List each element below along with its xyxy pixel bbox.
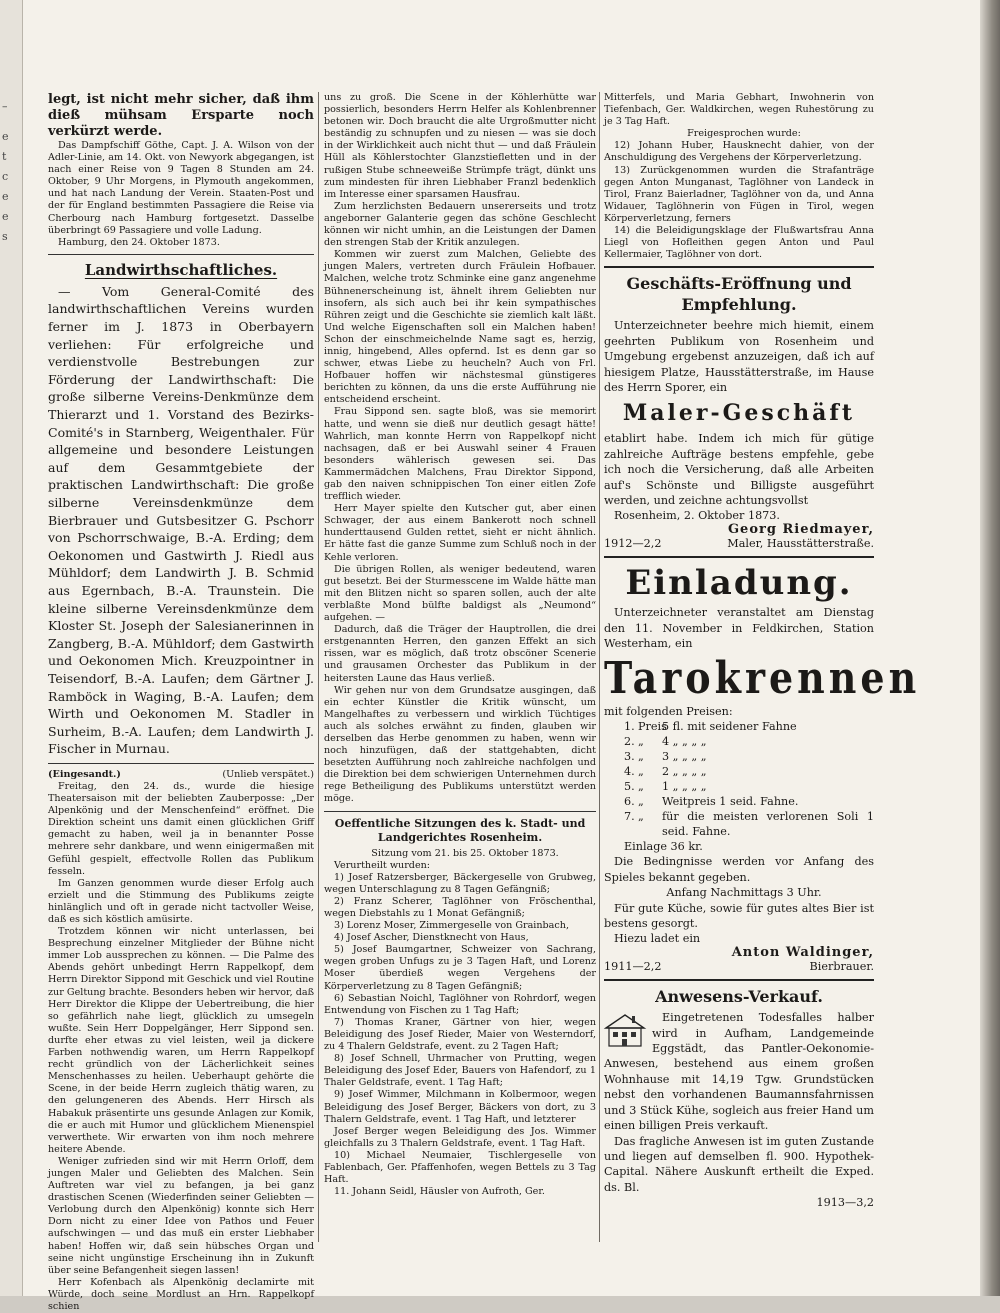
column-1 [48,92,314,1312]
margin-glyph: s [2,230,8,243]
ad-divider [604,556,874,558]
prize-row [604,794,874,809]
ad-headline: Tarokrennen [604,651,921,703]
prize-label: Preis [638,719,667,733]
review-cont-p6: Die übrigen Rollen, als weniger bedeutend, waren gut besetzt. Bei der Sturmesscene im Walde hätte man mit den Blitzen nicht so sparen sollen, auch der alte verblaßte Mond bülfte baldigst als „Neumond“ aufgehen. — [324,563,596,624]
court-cont-p4: 14) die Beleidigungsklage der Flußwartsfrau Anna Liegl von Hofleithen gegen Anton und Paul Kellermaier, Taglöhner von dort. [604,225,874,261]
court-item: 8) Josef Schnell, Uhrmacher von Prutting, wegen Beleidigung des Josef Eder, Bauers von Hafendorf, zu 1 Thaler Geldstrafe, event. 1 Tag Haft; [324,1053,596,1089]
eingesandt-note: (Unlieb verspätet.) [222,768,314,780]
ad-footer [604,959,874,974]
ad-title: Einladung. [625,563,853,604]
ad-text: Das fragliche Anwesen ist im guten Zustande und liegen auf demselben fl. 900. Hypothek-Capital. Nähere Auskunft ertheilt die Exped. ds. Bl. [604,1134,874,1194]
prize-text: 1 „ „ „ „ [662,779,707,793]
theater-review-p5: Herr Kofenbach als Alpenkönig declamirte mit Würde, doch seine Mordlust an Hrn. Rappelkopf schien [48,1276,314,1312]
margin-glyph: – [2,100,8,113]
ad-text: etablirt habe. Indem ich mich für gütige zahlreiche Aufträge bestens empfehle, gebe ich noch die Versicherung, daß alle Arbeiten auf's Schönste und Billigste ausgeführt werden, und zeichne achtungsvollst [604,432,874,507]
court-item: 3) Lorenz Moser, Zimmergeselle von Grainbach, [334,920,569,932]
ad-text: Für gute Küche, sowie für gutes altes Bier ist bestens gesorgt. [604,901,874,930]
court-item: 5) Josef Baumgartner, Schweizer von Sachrang, wegen groben Unfugs zu je 3 Tagen Haft, und Lorenz Moser überdieß wegen Vergehens der Körperverletzung zu 8 Tagen Gefängniß; [324,944,596,992]
review-cont-p3: Kommen wir zuerst zum Malchen, Geliebte des jungen Malers, vertreten durch Fräulein Hofbauer. Malchen, welche trotz Schminke eine ganz angenehme Bühnenerscheinung ist, ähnelt ihrem Geliebten nur insofern, als sich auch bei ihr kein sympathisches Rühren zeigt und die Geschichte sie ziemlich kalt läßt. Und welche Eigenschaften soll ein Malchen haben! Schon der einschmeichelnde Name sagt es, herzig, innig, hingebend, Alles opfernd. Ist es denn gar so schwer, etwas Liebe zu heucheln? Auch von Frl. Hofbauer hoffen wir nächstesmal günstigeres berichten zu können, da uns die erste Aufführung nie entscheidend erscheint. [324,249,596,406]
court-item: Josef Berger wegen Beleidigung des Jos. Wimmer gleichfalls zu 3 Thalern Geldstrafe, event. 1 Tag Haft. [324,1125,596,1149]
agriculture-article: — Vom General-Comité des landwirthschaftlichen Vereins wurden ferner im J. 1873 in Oberbayern verliehen: Für erfolgreiche und verdienstvolle Bestrebungen zur Förderung der Landwirthschaft: Die große silberne Vereins-Denkmünze dem Thierarzt und 1. Vorstand des Bezirks-Comité's in Starnberg, Weigenthaler. Für allgemeine und besondere Leistungen auf dem Gesammtgebiete der praktischen Landwirthschaft: Die große silberne Vereinsdenkmünze dem Bierbrauer und Gutsbesitzer G. Pschorr von Pschorrschwaige, B.-A. Erding; dem Oekonomen und Gastwirth J. Riedl aus Mühldorf; dem Landwirth J. B. Schmid aus Egernbach, B.-A. Traunstein. Die kleine silberne Vereinsdenkmünze dem Kloster St. Joseph der Salesianerinnen in Zangberg, B.-A. Mühldorf; dem Gastwirth und Oekonomen Mich. Kreuzpointner in Teisendorf, B.-A. Laufen; dem Gärtner J. Ramböck in Waging, B.-A. Laufen; dem Wirth und Oekonomen M. Stadler in Surheim, B.-A. Laufen; dem Landwirth J. Fischer in Murnau. [48,283,314,757]
review-cont-p5: Herr Mayer spielte den Kutscher gut, aber einen Schwager, der aus einem Bankerott noch schnell hunderttausend Gulden rettet, sieht er nicht ähnlich. Er hätte fast die ganze Summe zum Schluß noch in der Kehle verloren. [324,503,596,563]
margin-glyph: t [2,150,7,163]
eingesandt-header [48,769,314,781]
court-item: 4) Josef Ascher, Dienstknecht von Haus, [334,932,529,944]
prize-row [604,719,874,734]
ad-text: Unterzeichneter beehre mich hiemit, einem geehrten Publikum von Rosenheim und Umgebung ergebenst anzuzeigen, daß ich auf hiesigem Platze, Hausstätterstraße, im Hause des Herrn Sporer, ein [604,319,874,394]
prize-row [604,734,874,749]
ad-title: Anwesens-Verkauf. [655,987,823,1007]
prize-text: 3 „ „ „ „ [662,749,707,763]
prize-label: „ [638,764,644,778]
prize-label: „ [638,794,644,808]
court-item: 11. Johann Seidl, Häusler von Aufroth, Ger. [334,1186,545,1198]
margin-glyph: c [2,170,9,183]
court-item: 1) Josef Ratzersberger, Bäckergeselle von Grubweg, wegen Unterschlagung zu 8 Tagen Gefängniß; [324,871,596,895]
ad-divider [604,979,874,981]
ad-sub: Maler, Hausstätterstraße. [727,536,874,550]
divider [324,811,596,812]
ad-signature: Anton Waldinger, [731,944,874,960]
prize-number: 7. [624,809,635,823]
prize-text: 5 fl. mit seidener Fahne [662,719,797,733]
prize-label: „ [638,749,644,763]
prize-number: 2. [624,734,635,748]
section-heading-agriculture: Landwirthschaftliches. [84,260,278,279]
column-rule [318,92,319,1242]
ad-text: Die Bedingnisse werden vor Anfang des Spieles bekannt gegeben. [604,855,874,884]
court-cont-p3: 13) Zurückgenommen wurden die Strafanträge gegen Anton Munganast, Taglöhner von Landeck in Tirol, Franz Baierladner, Taglöhner von da, und Anna Widauer, Taglöhnerin von Fügen in Tirol, wegen Körperverletzung, ferners [604,164,874,224]
review-cont-p7: Dadurch, daß die Träger der Hauptrollen, die drei erstgenannten Herren, den ganzen Effekt an sich rissen, war es möglich, daß trotz obscöner Scenerie und grausamen Orchester das Publikum in der heitersten Laune das Haus verließ. [324,624,596,684]
theater-review-p1: Freitag, den 24. ds., wurde die hiesige Theatersaison mit der beliebten Zauberposse: „Der Alpenkönig und der Menschenfeind“ eröffnet. Die Direktion scheint uns damit einen glücklichen Griff gemacht zu haben, weil ja in benannter Posse mehrere sehr dankbare, und wenn einigermaßen mit Gefühl gespielt, effectvolle Rollen das Publikum fesseln. [48,780,314,877]
review-cont-p1: uns zu groß. Die Scene in der Köhlerhütte war possierlich, besonders Herrn Helfer als Kohlenbrenner betonen wir. Doch braucht die alte Urgroßmutter nicht beständig zu schnupfen und zu niesen — was sie doch in der Wirklichkeit auch nicht thut — und daß Fräulein Hüll als Köhlerstochter Glanzstiefletten und in der rußigen Stube schneeweiße Strümpfe trägt, dünkt uns zum mindesten für ihren Liebhaber Franzl bedenklich im Interesse einer sparsamen Hausfrau. [324,92,596,200]
court-session-date: Sitzung vom 21. bis 25. Oktober 1873. [371,847,559,859]
prize-label: „ [638,809,644,823]
ad-text: Unterzeichneter veranstaltet am Dienstag den 11. November in Feldkirchen, Station Westerham, ein [604,606,874,651]
margin-glyph: e [2,190,9,203]
ad-headline: Maler-Geschäft [622,400,856,427]
prize-number: 6. [624,794,635,808]
prize-text: für die meisten verlorenen Soli 1 seid. Fahne. [662,809,874,838]
lead-text: legt, ist nicht mehr sicher, daß ihm dieß mühsam Ersparte noch verkürzt werde. [48,92,314,139]
ad-start-time: Anfang Nachmittags 3 Uhr. [666,886,822,900]
prize-label: „ [638,734,644,748]
court-item: 10) Michael Neumaier, Tischlergeselle von Fablenbach, Ger. Pfaffenhofen, wegen Bettels zu 3 Tag Haft. [324,1149,596,1186]
review-cont-p4: Frau Sippond sen. sagte bloß, was sie memorirt hatte, und wenn sie dieß nur deutlich gesagt hätte! Wahrlich, man konnte Herrn von Rappelkopf nicht nachsagen, daß er bei Auswahl seiner 4 Frauen besonders wählerisch gewesen sei. Das Kammermädchen Malchens, Frau Direktor Sippond, gab den naiven schnippischen Ton einer eitlen Zofe trefflich wieder. [324,406,596,503]
ad-footer [604,536,874,551]
court-cont-p2: 12) Johann Huber, Hausknecht dahier, von der Anschuldigung des Vergehens der Körperverletzung. [604,140,874,164]
ad-code: 1912—2,2 [604,536,662,550]
prize-number: 3. [624,749,635,763]
review-cont-p2: Zum herzlichsten Bedauern unsererseits und trotz angeborner Galanterie gegen das schöne Geschlecht können wir nicht umhin, an die Leistungen der Damen den strengen Stab der Kritik anzulegen. [324,200,596,249]
ad-business-opening [604,273,874,551]
acquitted-label: Freigesprochen wurde: [687,128,801,140]
prize-text: Weitpreis 1 seid. Fahne. [662,794,799,808]
column-rule [599,92,600,1242]
book-binding-edge [980,0,1000,1296]
prize-text: 2 „ „ „ „ [662,764,707,778]
court-item: 6) Sebastian Noichl, Taglöhner von Rohrdorf, wegen Entwendung von Fischen zu 1 Tag Haft; [324,992,596,1016]
ad-code: 1913—3,2 [816,1196,874,1210]
section-heading-court: Oeffentliche Sitzungen des k. Stadt- und Landgerichtes Rosenheim. [334,816,586,844]
theater-review-p4: Weniger zufrieden sind wir mit Herrn Orloff, dem jungen Maler und Geliebten des Malchen. Sein Auftreten war viel zu befangen, ja bei ganz drastischen Scenen (Wiederfinden seiner Geliebten — Verlobung durch den Alpenkönig) konnte sich Herr Dorn nicht zu einer Idee von Pathos und Feuer aufschwingen — und das muß ein erster Liebhaber haben! Hoffen wir, daß sein hübsches Organ und seine nicht ungünstige Erscheinung ihn in Zukunft über seine Befangenheit siegen lassen! [48,1155,314,1276]
ship-notice: Das Dampfschiff Göthe, Capt. J. A. Wilson von der Adler-Linie, am 14. Okt. von Newyork abgegangen, ist nach einer Reise von 9 Tagen 8 Stunden am 24. Oktober, 9 Uhr Morgens, in Plymouth angekommen, und hat nach Landung der Verein. Staaten-Post und der für England bestimmten Passagiere die Reise via Cherbourg nach Hamburg fortgesetzt. Dasselbe überbringt 69 Passagiere und volle Ladung. [48,140,314,236]
margin-glyph: e [2,130,9,143]
column-2 [324,92,596,1242]
ad-title: Geschäfts-Eröffnung und Empfehlung. [626,274,852,315]
ad-entry-fee: Einlage 36 kr. [624,839,703,853]
prize-number: 1. [624,719,635,733]
prize-label: „ [638,779,644,793]
house-icon [604,1012,646,1048]
theater-review-p3: Trotzdem können wir nicht unterlassen, bei Besprechung einzelner Mitglieder der Bühne nicht immer Lob aussprechen zu können. — Die Palme des Abends gehört unbedingt Herrn Rappelkopf, dem Herrn Direktor Sippond mit Geschick und viel Routine zur Geltung brachte. Besonders heben wir hervor, daß Herr Direktor die Klippe der Uebertreibung, die hier so gefährlich nahe liegt, glücklich zu umsegeln wußte. Sein Herr Doppelgänger, Herr Sippond sen. durfte eher etwas zu viel leisten, weil ja dickere Farben nothwendig waren, um Herrn Rappelkopf recht gründlich von der Lächerlichkeit seines Menschenhasses zu heilen. Ueberhaupt gehörte die Scene, in der beide Herrn zugleich thätig waren, zu den gelungeneren des Abends. Herr Hirsch als Habakuk präsentirte uns gesunde Anlagen zur Komik, die er auch mit Humor und glücklichem Mienenspiel verwerthete. Wir erwarten von ihm noch mehrere heitere Abende. [48,926,314,1155]
divider [48,254,314,255]
court-item: 9) Josef Wimmer, Milchmann in Kolbermoor, wegen Beleidigung des Josef Berger, Bäckers von dort, zu 3 Thalern Geldstrafe, event. 1 Tag Haft, und letzterer [324,1089,596,1125]
ad-text: Eingetretenen Todesfalles halber wird in Aufham, Landgemeinde Eggstädt, das Pantler-Oekonomie-Anwesen, bestehend aus einem großen Wohnhause mit 14,19 Tgw. Grundstücken nebst den vorhandenen Baumannsfahrnissen und 3 Stück Kühe, sogleich aus freier Hand um einen billigen Preis verkauft. [604,1011,874,1133]
prize-row [604,749,874,764]
prize-row [604,764,874,779]
theater-review-p2: Im Ganzen genommen wurde dieser Erfolg auch erzielt und die Stimmung des Publikums zeigte hinlänglich und oft in gerade nicht tactvoller Weise, daß es sich köstlich amüsirte. [48,877,314,925]
prize-intro: mit folgenden Preisen: [604,704,733,718]
ad-invite: Hiezu ladet ein [614,932,701,946]
ad-divider [604,266,874,268]
eingesandt-label: (Eingesandt.) [48,768,121,780]
ad-invitation [604,563,921,974]
prize-row [604,809,874,839]
ad-signature: Georg Riedmayer, [727,521,874,537]
prize-row [604,779,874,794]
left-page-edge [0,0,22,1296]
court-item: 2) Franz Scherer, Taglöhner von Fröschenthal, wegen Diebstahls zu 1 Monat Gefängniß; [324,895,596,919]
prize-number: 5. [624,779,635,793]
column-3 [604,92,921,1242]
margin-glyph: e [2,210,9,223]
court-cont-p1: Mitterfels, und Maria Gebhart, Inwohnerin von Tiefenbach, Ger. Waldkirchen, wegen Ruhestörung zu je 3 Tag Haft. [604,92,874,128]
ship-dateline: Hamburg, den 24. Oktober 1873. [58,236,220,248]
court-intro: Verurtheilt wurden: [334,859,431,871]
ad-property-sale [604,986,874,1210]
ad-code: 1911—2,2 [604,959,662,973]
ad-sub: Bierbrauer. [809,959,874,973]
prize-number: 4. [624,764,635,778]
prize-text: 4 „ „ „ „ [662,734,707,748]
divider [48,763,314,764]
ad-date: Rosenheim, 2. Oktober 1873. [614,509,780,523]
court-item: 7) Thomas Kraner, Gärtner von hier, wegen Beleidigung des Josef Rieder, Maier von Westerndorf, zu 4 Thalern Geldstrafe, event. zu 2 Tagen Haft; [324,1016,596,1053]
review-cont-p8: Wir gehen nur von dem Grundsatze ausgingen, daß ein echter Künstler die Kritik wünscht, um Mangelhaftes zu verbessern und wirklich Tüchtiges auch als solches erwähnt zu finden, glauben wir derselben das Herbe genommen zu haben, wenn wir noch hinzufügen, daß der stattgehabten, dicht besetzten Aufführung noch zahlreiche nachfolgen und die Direktion bei dem schwierigen Unternehmen durch rege Betheiligung des Publikums unterstützt werden möge. [324,684,596,805]
